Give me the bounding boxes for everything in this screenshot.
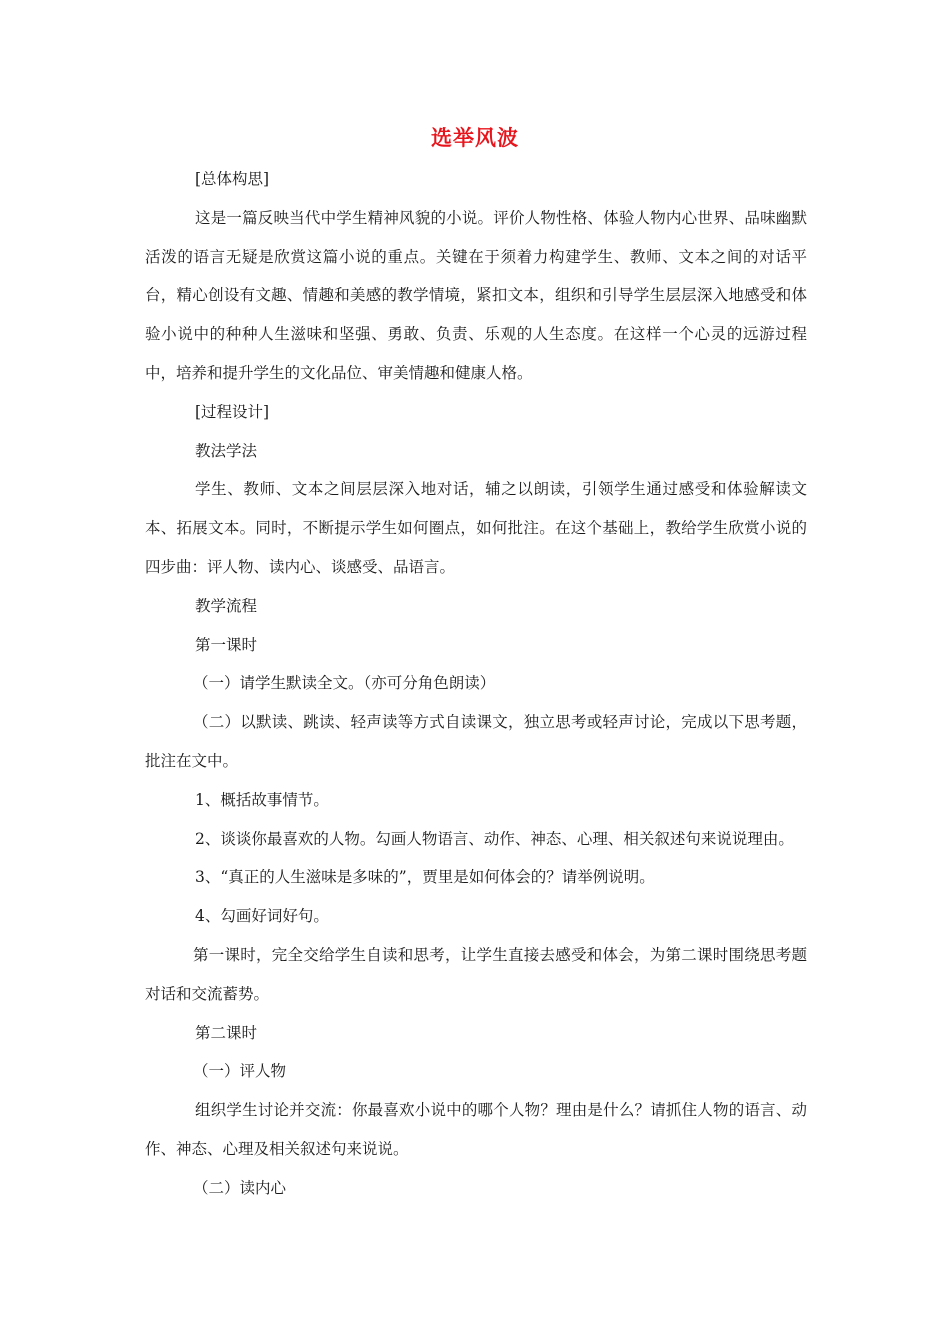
paragraph-evaluate-characters: 组织学生讨论并交流：你最喜欢小说中的哪个人物？理由是什么？请抓住人物的语言、动作、神态、心理及相关叙述句来说说。 [145, 1101, 807, 1158]
step-second-lesson-2: （二）读内心 [193, 1178, 287, 1197]
subheading-teaching-flow: 教学流程 [195, 596, 258, 615]
paragraph-first-lesson-summary: 第一课时，完全交给学生自读和思考，让学生直接去感受和体会，为第二课时围绕思考题对话和交流蓄势。 [145, 945, 807, 1003]
document-title: 选举风波 [431, 126, 519, 150]
subheading-teaching-methods: 教法学法 [195, 441, 258, 460]
paragraph-teaching-methods: 学生、教师、文本之间层层深入地对话，辅之以朗读，引领学生通过感受和体验解读文本、拓展文本。同时，不断提示学生如何圈点，如何批注。在这个基础上，教给学生欣赏小说的四步曲：评人物、读内心、谈感受、品语言。 [145, 480, 807, 576]
question-1: 1、概括故事情节。 [195, 790, 329, 809]
question-2: 2、谈谈你最喜欢的人物。勾画人物语言、动作、神态、心理、相关叙述句来说说理由。 [195, 829, 794, 848]
subheading-first-lesson: 第一课时 [195, 635, 258, 654]
subheading-second-lesson: 第二课时 [195, 1023, 258, 1042]
step-second-lesson-1: （一）评人物 [193, 1062, 287, 1081]
question-4: 4、勾画好词好句。 [195, 907, 329, 926]
section-heading-process-design: [过程设计] [195, 402, 270, 421]
section-heading-overall-concept: [总体构思] [195, 170, 270, 188]
document-body [145, 160, 807, 1208]
step-first-lesson-2: （二）以默读、跳读、轻声读等方式自读课文，独立思考或轻声讨论，完成以下思考题，批注在文中。 [145, 713, 807, 770]
question-3: 3、“真正的人生滋味是多味的”，贾里是如何体会的？请举例说明。 [195, 868, 655, 887]
paragraph-overall-concept: 这是一篇反映当代中学生精神风貌的小说。评价人物性格、体验人物内心世界、品味幽默活泼的语言无疑是欣赏这篇小说的重点。关键在于须着力构建学生、教师、文本之间的对话平台，精心创设有文趣、情趣和美感的教学情境，紧扣文本，组织和引导学生层层深入地感受和体验小说中的种种人生滋味和坚强、勇敢、负责、乐观的人生态度。在这样一个心灵的远游过程中，培养和提升学生的文化品位、审美情趣和健康人格。 [145, 208, 807, 382]
step-first-lesson-1: （一）请学生默读全文。（亦可分角色朗读） [193, 674, 496, 693]
